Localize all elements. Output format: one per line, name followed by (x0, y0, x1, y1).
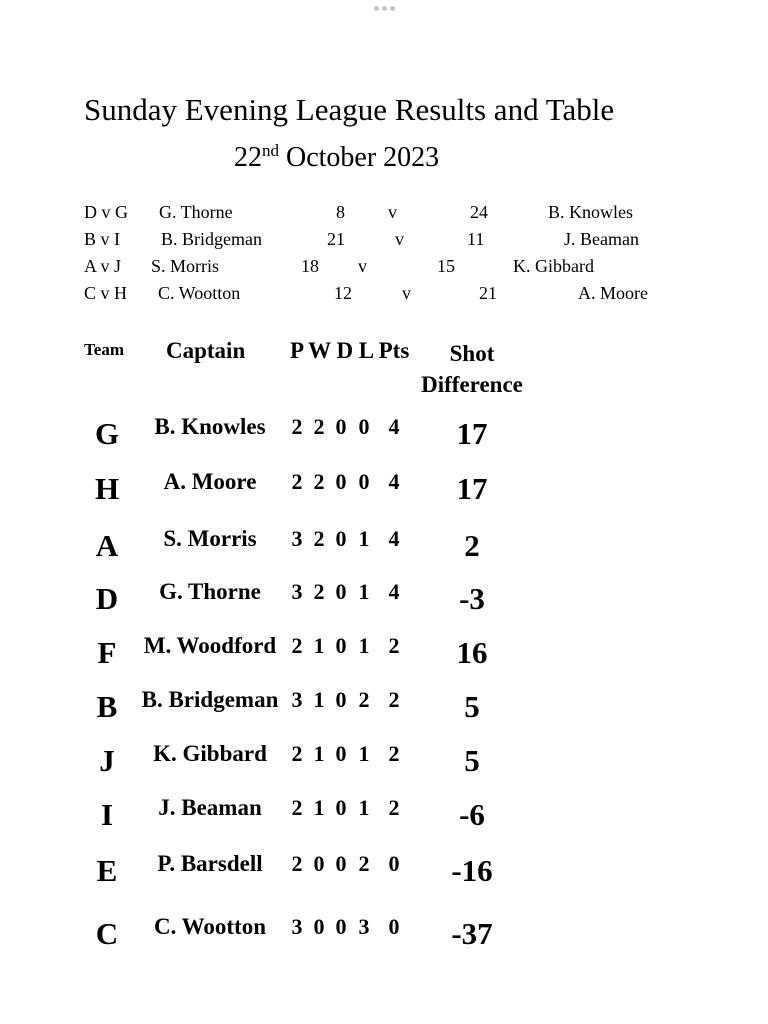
drawn: 0 (335, 795, 347, 820)
result-vs: v (402, 283, 411, 303)
table-row (0, 687, 768, 737)
result-vs: v (358, 256, 367, 276)
table-header-shot-line2: Difference (421, 372, 523, 397)
points: 0 (388, 914, 400, 939)
played: 2 (291, 633, 303, 658)
table-row (0, 579, 768, 629)
team-letter: I (100, 797, 114, 832)
shot-difference: -16 (451, 853, 493, 888)
shot-difference: -6 (459, 797, 485, 832)
result-away-score: 15 (437, 256, 455, 276)
points: 2 (388, 795, 400, 820)
played: 2 (291, 795, 303, 820)
lost: 2 (358, 687, 370, 712)
table-row (0, 914, 768, 964)
lost: 1 (358, 633, 370, 658)
captain-name: G. Thorne (159, 579, 261, 604)
result-away-captain: B. Knowles (548, 202, 633, 222)
table-row (0, 851, 768, 901)
team-letter: G (94, 416, 120, 451)
captain-name: J. Beaman (158, 795, 262, 820)
result-home-captain: S. Morris (151, 256, 220, 276)
captain-name: K. Gibbard (153, 741, 267, 766)
played: 3 (291, 914, 303, 939)
shot-difference: -3 (459, 581, 485, 616)
team-letter: H (94, 471, 120, 506)
drawn: 0 (335, 414, 347, 439)
shot-difference: 16 (456, 635, 488, 670)
captain-name: B. Bridgeman (141, 687, 279, 712)
lost: 1 (358, 526, 370, 551)
shot-difference: 5 (464, 689, 480, 724)
table-row (0, 633, 768, 683)
window-handle-dots[interactable] (374, 6, 395, 11)
team-letter: E (96, 853, 118, 888)
drawn: 0 (335, 579, 347, 604)
captain-name: M. Woodford (143, 633, 277, 658)
points: 4 (388, 526, 400, 551)
table-header-pwdl-pts: P W D L Pts (290, 338, 410, 363)
result-home-score: 12 (334, 283, 352, 303)
won: 0 (313, 914, 325, 939)
drawn: 0 (335, 741, 347, 766)
table-row (0, 741, 768, 791)
points: 4 (388, 469, 400, 494)
lost: 1 (358, 579, 370, 604)
date-day: 22 (234, 142, 262, 173)
drawn: 0 (335, 526, 347, 551)
result-away-captain: K. Gibbard (513, 256, 594, 276)
played: 3 (291, 687, 303, 712)
played: 2 (291, 741, 303, 766)
table-row (0, 795, 768, 845)
team-letter: D (95, 581, 119, 616)
table-header-shot-difference (413, 338, 531, 400)
lost: 1 (358, 795, 370, 820)
drawn: 0 (335, 914, 347, 939)
result-away-score: 24 (470, 202, 488, 222)
won: 0 (313, 851, 325, 876)
team-letter: A (95, 528, 119, 563)
shot-difference: 2 (464, 528, 480, 563)
won: 2 (313, 469, 325, 494)
team-letter: F (97, 635, 117, 670)
points: 4 (388, 579, 400, 604)
result-vs: v (395, 229, 404, 249)
result-away-captain: A. Moore (578, 283, 648, 303)
result-home-captain: B. Bridgeman (161, 229, 262, 249)
team-letter: B (96, 689, 118, 724)
lost: 2 (358, 851, 370, 876)
captain-name: B. Knowles (154, 414, 266, 439)
result-away-score: 21 (479, 283, 497, 303)
team-letter: J (99, 743, 115, 778)
captain-name: S. Morris (163, 526, 257, 551)
points: 4 (388, 414, 400, 439)
result-match: C v H (84, 283, 128, 303)
result-match: D v G (84, 202, 128, 222)
table-header-team: Team (84, 340, 124, 359)
result-vs: v (388, 202, 397, 222)
played: 2 (291, 469, 303, 494)
page-date (234, 142, 439, 174)
played: 2 (291, 414, 303, 439)
points: 2 (388, 687, 400, 712)
dot-icon (374, 6, 379, 11)
points: 2 (388, 633, 400, 658)
result-home-score: 8 (336, 202, 345, 222)
table-header-shot-line1: Shot (449, 341, 495, 366)
won: 1 (313, 741, 325, 766)
result-away-score: 11 (467, 229, 485, 249)
won: 1 (313, 633, 325, 658)
captain-name: P. Barsdell (157, 851, 263, 876)
won: 1 (313, 795, 325, 820)
shot-difference: 17 (456, 471, 488, 506)
table-row (0, 414, 768, 464)
result-match: A v J (84, 256, 122, 276)
won: 2 (313, 414, 325, 439)
lost: 3 (358, 914, 370, 939)
page-title: Sunday Evening League Results and Table (84, 92, 615, 127)
points: 0 (388, 851, 400, 876)
played: 3 (291, 526, 303, 551)
result-home-score: 18 (301, 256, 319, 276)
result-home-captain: G. Thorne (159, 202, 233, 222)
captain-name: C. Wootton (153, 914, 267, 939)
date-rest: October 2023 (279, 142, 440, 173)
table-row (0, 469, 768, 519)
drawn: 0 (335, 851, 347, 876)
lost: 0 (358, 414, 370, 439)
won: 2 (313, 579, 325, 604)
won: 2 (313, 526, 325, 551)
shot-difference: -37 (451, 916, 493, 951)
played: 2 (291, 851, 303, 876)
won: 1 (313, 687, 325, 712)
table-row (0, 526, 768, 576)
result-match: B v I (84, 229, 120, 249)
dot-icon (382, 6, 387, 11)
lost: 1 (358, 741, 370, 766)
drawn: 0 (335, 687, 347, 712)
captain-name: A. Moore (163, 469, 257, 494)
table-header-captain: Captain (166, 338, 246, 363)
team-letter: C (95, 916, 119, 951)
result-away-captain: J. Beaman (564, 229, 639, 249)
result-home-captain: C. Wootton (158, 283, 241, 303)
played: 3 (291, 579, 303, 604)
drawn: 0 (335, 469, 347, 494)
dot-icon (390, 6, 395, 11)
points: 2 (388, 741, 400, 766)
lost: 0 (358, 469, 370, 494)
date-suffix: nd (262, 141, 279, 160)
drawn: 0 (335, 633, 347, 658)
shot-difference: 17 (456, 416, 488, 451)
shot-difference: 5 (464, 743, 480, 778)
result-home-score: 21 (327, 229, 345, 249)
